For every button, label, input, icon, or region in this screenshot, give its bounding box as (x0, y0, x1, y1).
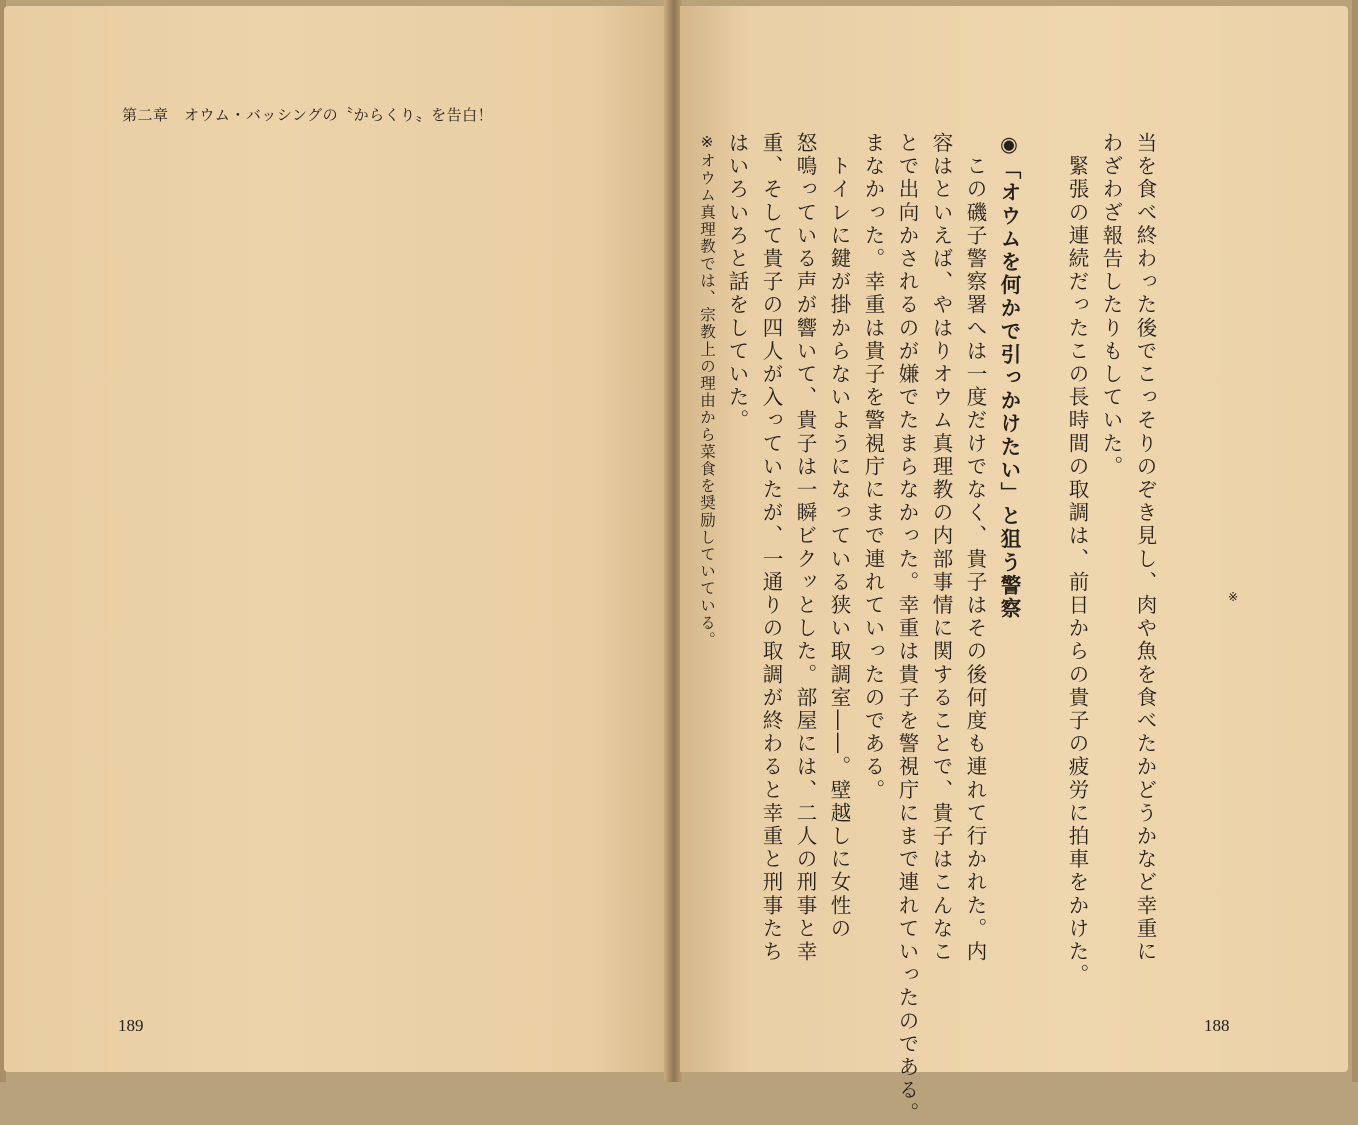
right-page-line-5: ◉「オウムを何かで引っかけたい」と狙う警察 (997, 132, 1021, 621)
right-page-line-11: 怒鳴っている声が響いて、貴子は一瞬ビクッとした。部屋には、二人の刑事と幸 (793, 132, 817, 964)
right-page-line-6: この磯子警察署へは一度だけでなく、貴子はその後何度も連れて行かれた。内 (963, 132, 987, 964)
right-page-line-1: 当を食べ終わった後でこっそりのぞき見し、肉や魚を食べたかどうかなど幸重に (1133, 132, 1157, 964)
left-page (4, 6, 668, 1072)
right-page-edge (1352, 0, 1358, 1082)
footnote: ※オウム真理教では、宗教上の理由から菜食を奨励していている。 (698, 133, 716, 649)
right-page-line-3: 緊張の連続だったこの長時間の取調は、前日からの貴子の疲労に拍車をかけた。 (1065, 132, 1089, 987)
page-number-right: 188 (1204, 1016, 1230, 1035)
right-page-body (720, 132, 1162, 1125)
right-page-line-13: はいろいろと話をしていた。 (725, 132, 749, 433)
page-number-left: 189 (118, 1016, 144, 1035)
right-page-line-4 (1026, 132, 1060, 1125)
right-page-line-2: わざわざ報告したりもしていた。 (1099, 132, 1123, 479)
running-head: 第二章 オウム・バッシングの〝からくり〟を告白！ (122, 106, 494, 124)
right-page-line-7: 容はといえば、やはりオウム真理教の内部事情に関することで、貴子はこんなこ (929, 132, 953, 964)
right-page-line-8: とで出向かされるのが嫌でたまらなかった。幸重は貴子を警視庁にまで連れていったのである。 (895, 132, 919, 1125)
note-marker: ※ (1228, 590, 1239, 604)
right-page-line-9: まなかった。幸重は貴子を警視庁にまで連れていったのである。 (861, 132, 885, 802)
right-page-line-10: トイレに鍵が掛からないようになっている狭い取調室――。壁越しに女性の (827, 132, 851, 941)
right-page-line-12: 重、そして貴子の四人が入っていたが、一通りの取調が終わると幸重と刑事たち (759, 132, 783, 964)
